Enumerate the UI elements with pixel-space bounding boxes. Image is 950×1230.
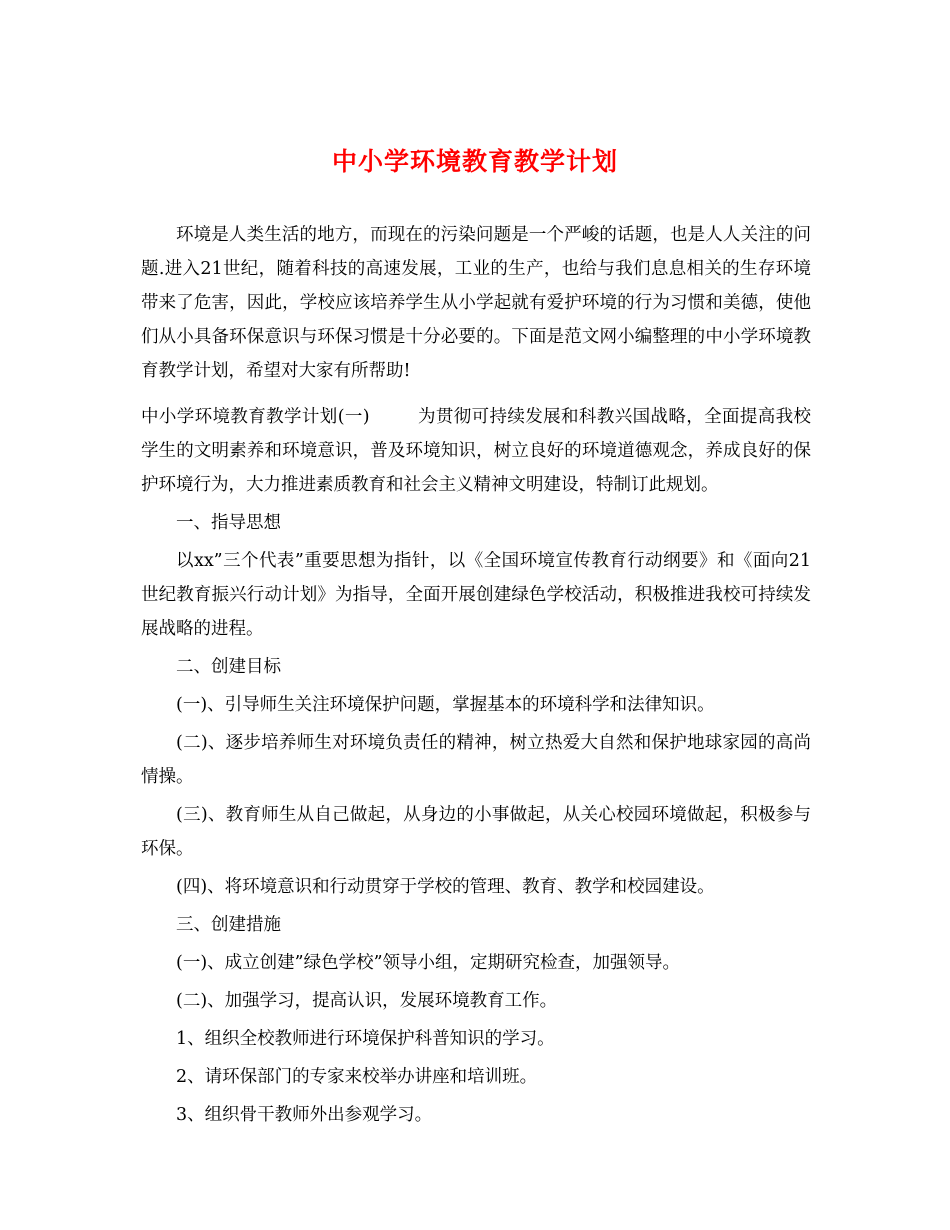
measure-subitem-2: 2、请环保部门的专家来校举办讲座和培训班。 xyxy=(176,1067,538,1087)
plan-one-paragraph xyxy=(141,400,811,502)
plan-one-text: 为贯彻可持续发展和科教兴国战略，全面提高我校学生的文明素养和环境意识，普及环境知识，树立良好的环境道德观念，养成良好的保护环境行为，大力推进素质教育和社会主义精神文明建设，特制订此规划。 xyxy=(141,407,812,495)
measure-item-1: (一)、成立创建”绿色学校”领导小组，定期研究检查，加强领导。 xyxy=(176,953,681,973)
goal-item-1: (一)、引导师生关注环境保护问题，掌握基本的环境科学和法律知识。 xyxy=(176,695,715,715)
section-heading-measures: 三、创建措施 xyxy=(176,915,281,935)
measure-subitem-3: 3、组织骨干教师外出参观学习。 xyxy=(176,1105,433,1125)
sections-block xyxy=(141,506,811,1136)
goal-item-3: (三)、教育师生从自己做起，从身边的小事做起，从关心校园环境做起，积极参与环保。 xyxy=(141,805,811,859)
goal-item-2: (二)、逐步培养师生对环境负责任的精神，树立热爱大自然和保护地球家园的高尚情操。 xyxy=(141,733,811,787)
section-heading-goals: 二、创建目标 xyxy=(176,657,281,677)
intro-paragraph: 环境是人类生活的地方，而现在的污染问题是一个严峻的话题，也是人人关注的问题.进入21世纪，随着科技的高速发展，工业的生产，也给与我们息息相关的生存环境带来了危害，因此，学校应该培养学生从小学起就有爱护环境的行为习惯和美德，使他们从小具备环保意识与环保习惯是十分必要的。下面是范文网小编整理的中小学环境教育教学计划，希望对大家有所帮助! xyxy=(141,225,811,381)
plan-one-heading: 中小学环境教育教学计划(一) xyxy=(141,407,370,427)
section-heading-guiding-thought: 一、指导思想 xyxy=(176,513,281,533)
document-title: 中小学环境教育教学计划 xyxy=(331,147,618,176)
measure-item-2: (二)、加强学习，提高认识，发展环境教育工作。 xyxy=(176,991,558,1011)
guiding-thought-paragraph: 以xx”三个代表”重要思想为指针，以《全国环境宣传教育行动纲要》和《面向21世纪教育振兴行动计划》为指导，全面开展创建绿色学校活动，积极推进我校可持续发展战略的进程。 xyxy=(141,551,811,639)
goal-item-4: (四)、将环境意识和行动贯穿于学校的管理、教育、教学和校园建设。 xyxy=(176,877,715,897)
measure-subitem-1: 1、组织全校教师进行环境保护科普知识的学习。 xyxy=(176,1029,555,1049)
